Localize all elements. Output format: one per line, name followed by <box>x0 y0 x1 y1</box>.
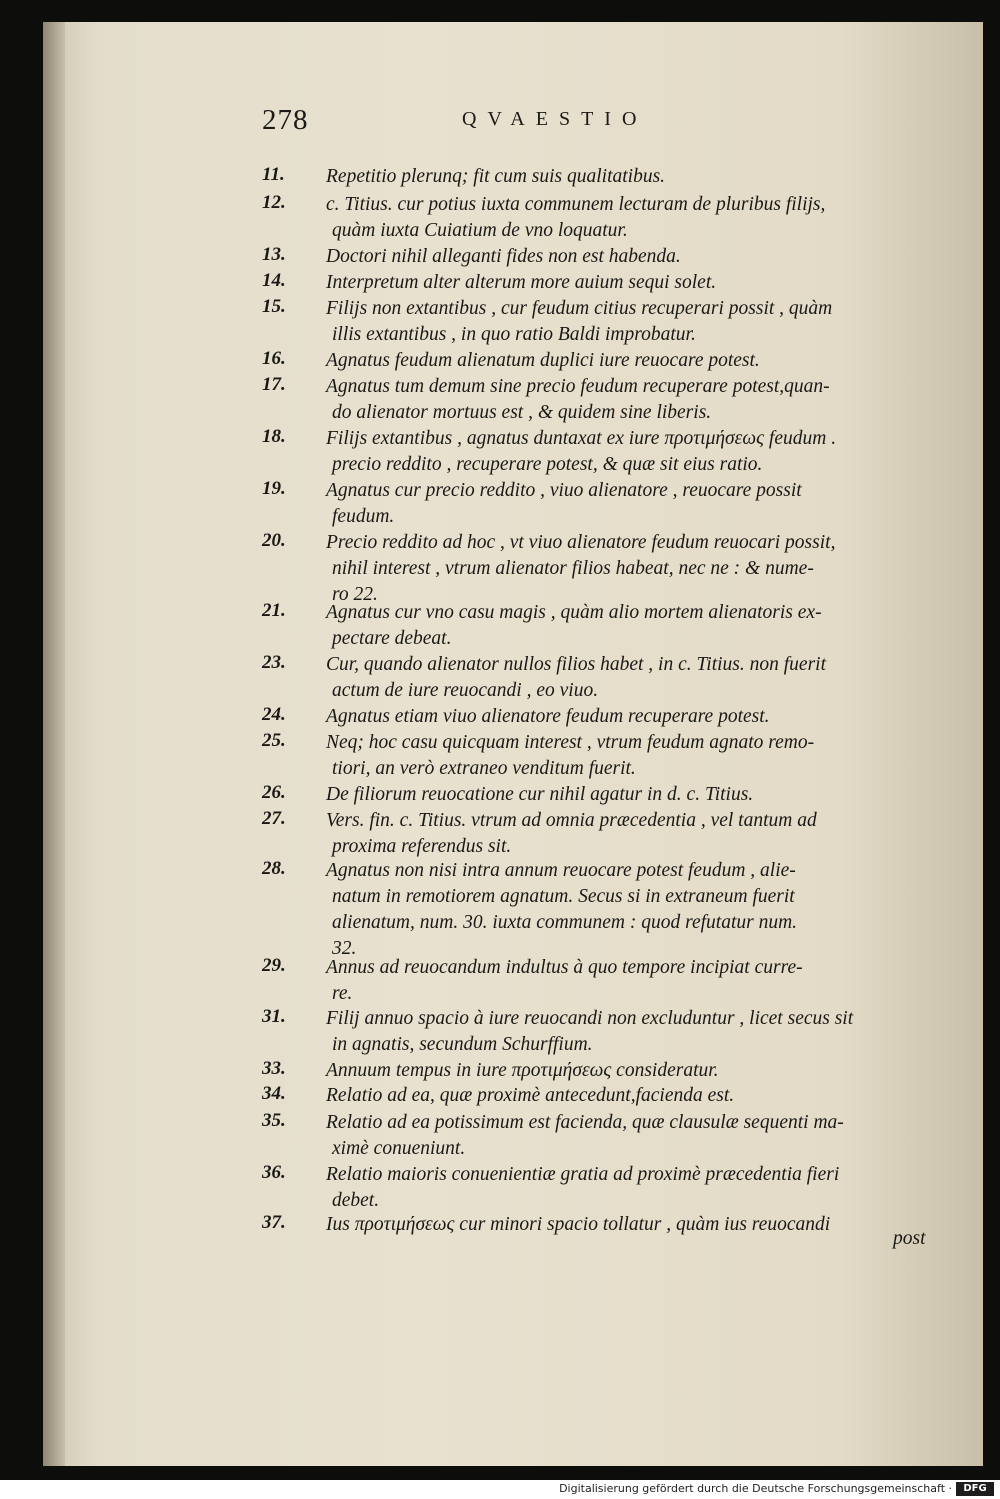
entry-line: Agnatus etiam viuo alienatore feudum recuperare potest. <box>326 706 770 727</box>
entry-line: debet. <box>332 1190 380 1211</box>
entry-line: re. <box>332 983 353 1004</box>
entry-line: De filiorum reuocatione cur nihil agatur in d. c. Titius. <box>326 784 754 805</box>
entry-number: 29. <box>262 955 286 976</box>
entry-line: tiori, an verò extraneo venditum fuerit. <box>332 758 636 779</box>
entry-line: Annus ad reuocandum indultus à quo tempore incipiat curre- <box>326 957 803 978</box>
entry-text <box>326 782 948 808</box>
entry-line: actum de iure reuocandi , eo viuo. <box>332 680 599 701</box>
entry-line: Interpretum alter alterum more auium sequi solet. <box>326 272 717 293</box>
entry-line: natum in remotiorem agnatum. Secus si in extraneum fuerit <box>332 886 795 907</box>
entry-number: 27. <box>262 808 286 829</box>
entry-text <box>326 1083 948 1109</box>
entry-number: 20. <box>262 530 286 551</box>
entry-line: Relatio ad ea, quæ proximè antecedunt,facienda est. <box>326 1085 735 1106</box>
entry-number: 13. <box>262 244 286 265</box>
entry-number: 12. <box>262 192 286 213</box>
entry-line: precio reddito , recuperare potest, & quæ sit eius ratio. <box>332 454 763 475</box>
entry-line: Agnatus feudum alienatum duplici iure reuocare potest. <box>326 350 760 371</box>
entry-text <box>326 704 948 730</box>
funding-note: Digitalisierung gefördert durch die Deutsche Forschungsgemeinschaft · <box>559 1482 952 1495</box>
entry-text <box>326 808 948 860</box>
entry-line: Doctori nihil alleganti fides non est habenda. <box>326 246 681 267</box>
entry-number: 26. <box>262 782 286 803</box>
entry-text <box>326 652 948 704</box>
entry-text <box>326 296 948 348</box>
entry-number: 18. <box>262 426 286 447</box>
entry-number: 15. <box>262 296 286 317</box>
entry-number: 14. <box>262 270 286 291</box>
entry-line: Neq; hoc casu quicquam interest , vtrum feudum agnato remo- <box>326 732 815 753</box>
page-header <box>262 104 942 144</box>
entry-line: Cur, quando alienator nullos filios habet , in c. Titius. non fuerit <box>326 654 826 675</box>
entry-number: 17. <box>262 374 286 395</box>
catchword: post <box>893 1228 926 1249</box>
entry-line: nihil interest , vtrum alienator filios habeat, nec ne : & nume- <box>332 558 814 579</box>
entry-number: 25. <box>262 730 286 751</box>
entry-line: Agnatus cur precio reddito , viuo alienatore , reuocare possit <box>326 480 802 501</box>
running-title: QVAESTIO <box>462 108 648 130</box>
entry-line: alienatum, num. 30. iuxta communem : quod refutatur num. <box>332 912 798 933</box>
entry-line: Vers. fin. c. Titius. vtrum ad omnia præcedentia , vel tantum ad <box>326 810 817 831</box>
entry-line: feudum. <box>332 506 395 527</box>
entry-number: 36. <box>262 1162 286 1183</box>
entry-line: Agnatus non nisi intra annum reuocare potest feudum , alie- <box>326 860 796 881</box>
entry-line: Filijs non extantibus , cur feudum citius recuperari possit , quàm <box>326 298 833 319</box>
entry-text <box>326 478 948 530</box>
entry-line: Relatio maioris conuenientiæ gratia ad proximè præcedentia fieri <box>326 1164 840 1185</box>
book-page <box>43 22 983 1466</box>
entry-text <box>326 730 948 782</box>
entry-line: ximè conueniunt. <box>332 1138 466 1159</box>
entry-number: 35. <box>262 1110 286 1131</box>
entry-text <box>326 858 948 962</box>
entry-line: do alienator mortuus est , & quidem sine liberis. <box>332 402 712 423</box>
entry-text <box>326 1006 948 1058</box>
entry-line: Repetitio plerunq; fit cum suis qualitatibus. <box>326 166 666 187</box>
entry-line: Ius προτιμήσεως cur minori spacio tollatur , quàm ius reuocandi <box>326 1214 831 1235</box>
entry-text <box>326 244 948 270</box>
entry-line: quàm iuxta Cuiatium de vno loquatur. <box>332 220 628 241</box>
entry-line: ro 22. <box>332 584 378 605</box>
entry-number: 34. <box>262 1083 286 1104</box>
entry-number: 24. <box>262 704 286 725</box>
entry-number: 37. <box>262 1212 286 1233</box>
entry-line: proxima referendus sit. <box>332 836 512 857</box>
entry-text <box>326 374 948 426</box>
entry-text <box>326 426 948 478</box>
entry-line: illis extantibus , in quo ratio Baldi improbatur. <box>332 324 696 345</box>
entry-line: Relatio ad ea potissimum est facienda, quæ clausulæ sequenti ma- <box>326 1112 844 1133</box>
entry-line: Filij annuo spacio à iure reuocandi non excluduntur , licet secus sit <box>326 1008 854 1029</box>
page-number: 278 <box>262 104 309 136</box>
summary-list <box>43 22 983 1466</box>
entry-number: 23. <box>262 652 286 673</box>
entry-number: 31. <box>262 1006 286 1027</box>
entry-line: pectare debeat. <box>332 628 452 649</box>
entry-line: Agnatus cur vno casu magis , quàm alio mortem alienatoris ex- <box>326 602 822 623</box>
entry-line: Precio reddito ad hoc , vt viuo alienatore feudum reuocari possit, <box>326 532 836 553</box>
entry-number: 11. <box>262 164 285 185</box>
entry-line: Filijs extantibus , agnatus duntaxat ex iure προτιμήσεως feudum . <box>326 428 837 449</box>
footer-bar <box>0 1480 1000 1499</box>
entry-text <box>326 192 948 244</box>
entry-text <box>326 600 948 652</box>
entry-text <box>326 164 948 190</box>
entry-text <box>326 530 948 608</box>
entry-line: Annuum tempus in iure προτιμήσεως consideratur. <box>326 1060 719 1081</box>
entry-text <box>326 1110 948 1162</box>
entry-text <box>326 1162 948 1214</box>
entry-text <box>326 270 948 296</box>
entry-line: Agnatus tum demum sine precio feudum recuperare potest,quan- <box>326 376 830 397</box>
entry-text <box>326 1058 948 1084</box>
entry-text <box>326 1212 948 1238</box>
entry-number: 33. <box>262 1058 286 1079</box>
entry-line: 32. <box>332 938 357 959</box>
entry-line: in agnatis, secundum Schurffium. <box>332 1034 593 1055</box>
dfg-logo: DFG <box>956 1482 994 1496</box>
entry-number: 21. <box>262 600 286 621</box>
entry-text <box>326 955 948 1007</box>
entry-text <box>326 348 948 374</box>
entry-number: 19. <box>262 478 286 499</box>
entry-number: 28. <box>262 858 286 879</box>
entry-line: c. Titius. cur potius iuxta communem lecturam de pluribus filijs, <box>326 194 826 215</box>
entry-number: 16. <box>262 348 286 369</box>
